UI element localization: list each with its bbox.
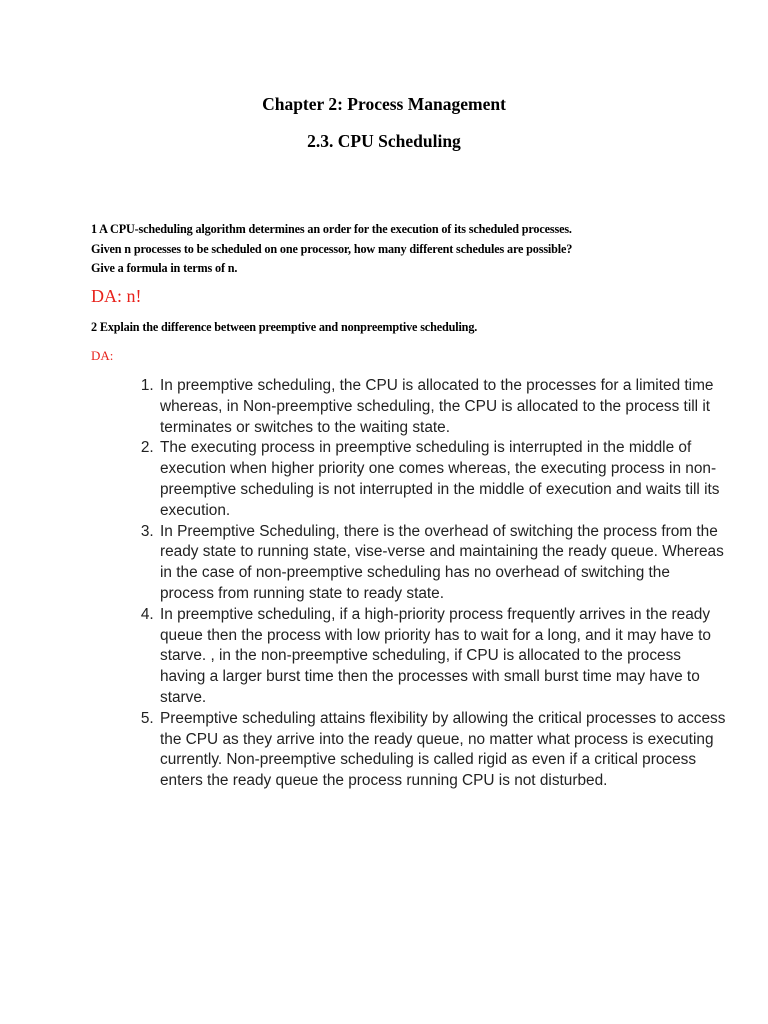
list-item: 1. In preemptive scheduling, the CPU is allocated to the processes for a limited time whereas, in Non-preemptive scheduling, the CPU is allocated to the process till it terminates or switches to the waiting state.	[158, 376, 728, 438]
answer-1: DA: n!	[91, 286, 142, 306]
question-1	[91, 220, 711, 279]
list-item: 4. In preemptive scheduling, if a high-priority process frequently arrives in the ready queue then the process with low priority has to wait for a long, and it may have to starve. , in the non-preemptive scheduling, if CPU is allocated to the process having a larger burst time then the processes with small burst time may have to starve.	[158, 605, 728, 709]
question-1-line: Give a formula in terms of n.	[91, 261, 238, 275]
answer-2-list	[113, 376, 728, 792]
answer-2-label: DA:	[91, 348, 114, 363]
section-title: 2.3. CPU Scheduling	[307, 131, 461, 151]
question-2: 2 Explain the difference between preemptive and nonpreemptive scheduling.	[91, 320, 478, 334]
question-1-line: Given n processes to be scheduled on one processor, how many different schedules are possible?	[91, 241, 573, 256]
list-item: 5. Preemptive scheduling attains flexibility by allowing the critical processes to access the CPU as they arrive into the ready queue, no matter what process is executing currently. Non-preemptive scheduling is called rigid as even if a critical process enters the ready queue the process running CPU is not disturbed.	[158, 709, 728, 792]
list-item: 3. In Preemptive Scheduling, there is the overhead of switching the process from the ready state to running state, vise-verse and maintaining the ready queue. Whereas in the case of non-preemptive scheduling has no overhead of switching the process from running state to ready state.	[158, 522, 728, 605]
chapter-title: Chapter 2: Process Management	[262, 94, 506, 114]
list-item: 2. The executing process in preemptive scheduling is interrupted in the middle of execution when higher priority one comes whereas, the executing process in non-preemptive scheduling is not interrupted in the middle of execution and waits till its execution.	[158, 438, 728, 521]
question-1-line: 1 A CPU-scheduling algorithm determines an order for the execution of its scheduled processes.	[91, 222, 572, 236]
